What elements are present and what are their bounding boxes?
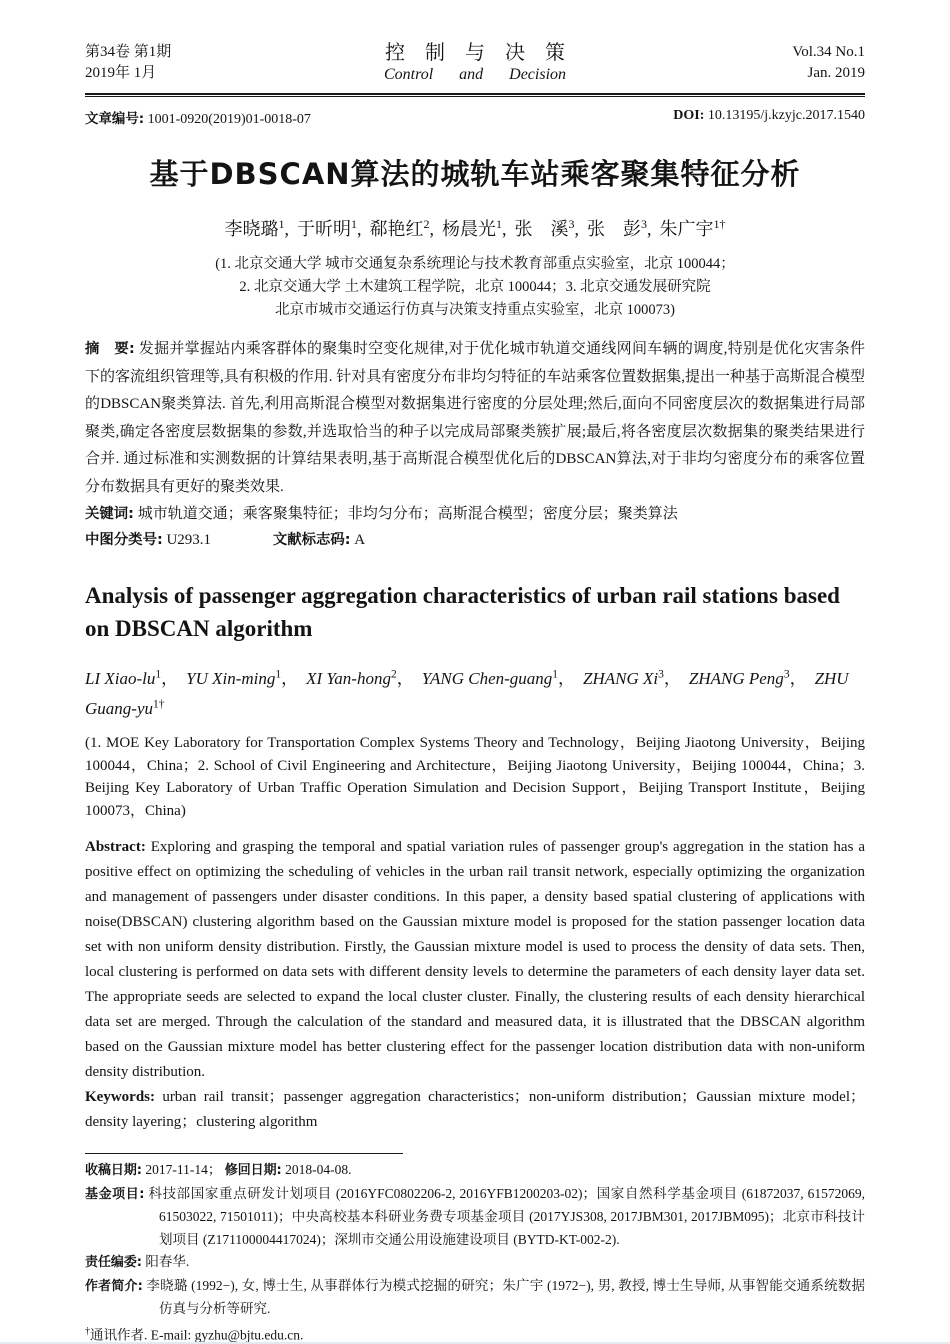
author-en: ZHANG Xi$^3$， <box>583 668 681 688</box>
author-affil-sup: 1 <box>275 668 282 680</box>
author-en: YANG Chen-guang$^1$， <box>421 668 576 688</box>
abstract-cn <box>85 336 865 501</box>
author-cn: 郗艳红$^2$, <box>369 217 434 239</box>
doc-code-value: A <box>354 532 366 548</box>
doi-value: 10.13195/j.kzyjc.2017.1540 <box>707 108 865 123</box>
journal-header <box>85 42 865 86</box>
author-affil-sup: 2 <box>423 217 430 231</box>
affiliations-cn <box>85 253 865 322</box>
doc-code-label: 文献标志码: <box>272 532 351 548</box>
header-issue-cn <box>85 42 305 84</box>
author-affil-sup: 3 <box>568 217 575 231</box>
article-number-label: 文章编号: <box>85 112 145 127</box>
dagger-mark: † <box>85 1325 90 1337</box>
keywords-en-label: Keywords: <box>85 1089 155 1106</box>
footnote-rule <box>85 1153 403 1154</box>
header-double-rule <box>85 93 865 97</box>
header-issue-en <box>645 42 865 84</box>
author-affil-sup: 1† <box>713 217 726 231</box>
author-cn: 李晓璐$^1$, <box>224 217 289 239</box>
doi-label: DOI: <box>673 108 705 123</box>
issue-volume-cn: 第34卷 第1期 <box>85 44 172 60</box>
clc-value: U293.1 <box>166 532 212 548</box>
article-number-value: 1001-0920(2019)01-0018-07 <box>147 112 311 127</box>
author-en: YU Xin-ming$^1$， <box>186 668 299 688</box>
revised-label: 修回日期: <box>224 1163 282 1179</box>
received-label: 收稿日期: <box>85 1163 142 1179</box>
journal-title-en: Control and Decision <box>383 66 567 83</box>
abstract-cn-text: 发掘并掌握站内乘客群体的聚集时空变化规律,对于优化城市轨道交通线网间车辆的调度,特别是优化灾害条件下的客流组织管理等,具有积极的作用. 针对具有密度分布非均匀特征的车站乘客位置数据集,提出一种基于高斯混合模型的DBSCAN聚类算法. 首先,利用高斯混合模型对数据集进行密度的分层处理;然后,面向不同密度层次的数据集进行局部聚类,确定各密度层数据集的参数,并选取恰当的种子以完成局部聚类簇扩展;最后,将各密度层次数据集的聚类结果进行合并. 通过标准和实测数据的计算结果表明,基于高斯混合模型优化后的DBSCAN算法,对于非均匀密度分布的乘客位置分布数据具有更好的聚类效果. <box>85 341 866 495</box>
affiliations-en: (1. MOE Key Laboratory for Transportation Complex Systems Theory and Technology，Beijing Jiaotong University，Beijing 100044，China；2. School of Civil Engineering and Architecture，Beijing Jiaotong University，Beijing 100044，China；3. Beijing Key Laboratory of Urban Traffic Operation Simulation and Decision Support，Beijing Transport Institute，Beijing 100073，China) <box>85 735 865 819</box>
author-affil-sup: 3 <box>783 668 790 680</box>
keywords-cn-label: 关键词: <box>85 506 134 522</box>
author-affil-sup: 1† <box>152 698 165 711</box>
author-affil-sup: 1 <box>278 217 285 231</box>
author-affil-sup: 3 <box>658 668 664 680</box>
footnote-block <box>85 1153 865 1344</box>
issue-date-en: Jan. 2019 <box>807 65 865 81</box>
author-cn: 张 彭$^3$, <box>587 217 652 239</box>
author-cn: 杨晨光$^1$, <box>442 217 507 239</box>
paper-title-en: Analysis of passenger aggregation characteristics of urban rail stations based on DBSCAN algorithm <box>85 583 840 641</box>
author-affil-sup: 2 <box>390 668 397 680</box>
footnote-dates <box>85 1159 865 1183</box>
author-en: ZHU Guang-$yu^{1\dagger}$ <box>85 668 849 719</box>
author-affil-sup: 1 <box>496 217 502 231</box>
keywords-en <box>85 1085 865 1135</box>
authors-cn <box>85 215 865 241</box>
article-number <box>85 108 311 128</box>
journal-name-block <box>305 42 645 86</box>
footnote-fund <box>85 1183 865 1252</box>
article-id-row <box>85 108 865 128</box>
keywords-cn <box>85 501 865 527</box>
fund-text: 科技部国家重点研发计划项目 (2016YFC0802206-2, 2016YFB1200203-02)；国家自然科学基金项目 (61872037, 61572069, 61503022, 71501011)；中央高校基本科研业务费专项基金项目 (2017YJS308, 2017JBM301, 2017JBM095)；北京市科技计划项目 (Z171100004417024)；深圳市交通公用设施建设项目 (BYTD-KT-002-2). <box>148 1185 865 1247</box>
authors-en <box>85 661 865 722</box>
corresponding-text: 通讯作者. E-mail: gyzhu@bjtu.edu.cn. <box>90 1327 304 1343</box>
affiliation-cn-line: 2. 北京交通大学 土木建筑工程学院，北京 100044；3. 北京交通发展研究院 <box>239 279 711 295</box>
bio-label: 作者简介: <box>85 1278 143 1294</box>
author-affil-sup: 1 <box>155 668 162 680</box>
author-en: XI Yan-hong$^2$， <box>306 668 414 688</box>
author-affil-sup: 3 <box>641 217 647 231</box>
editor-label: 责任编委: <box>85 1255 142 1271</box>
editor-value: 阳春华. <box>145 1254 190 1270</box>
author-cn: 于昕明$^1$, <box>297 217 362 239</box>
abstract-cn-label: 摘 要: <box>85 341 135 357</box>
paper-title-cn: 基于DBSCAN算法的城轨车站乘客聚集特征分析 <box>149 157 801 191</box>
doi <box>673 108 865 128</box>
fund-label: 基金项目: <box>85 1186 145 1202</box>
author-affil-sup: 1 <box>351 217 357 231</box>
issue-date-cn: 2019年 1月 <box>85 65 157 81</box>
received-value: 2017-11-14； <box>145 1162 222 1178</box>
keywords-en-text: urban rail transit；passenger aggregation characteristics；non-uniform distribution；Gaussian mixture model；density layering；clustering algorithm <box>85 1089 865 1131</box>
abstract-en-text: Exploring and grasping the temporal and spatial variation rules of passenger group's aggregation in the station has a positive effect on optimizing the scheduling of vehicles in the urban rail transit network, especially optimizing the organization and management of passengers under disaster conditions. In this paper, a density based spatial clustering of applications with noise(DBSCAN) clustering algorithm based on the Gaussian mixture model is proposed for the station passenger location data set with non uniform density distribution. Firstly, the Gaussian mixture model is used to process the density of data sets. Then, local clustering is performed on data sets with different density levels to determine the parameters of each density layer data set. The appropriate seeds are selected to expand the local cluster cluster. Finally, the clustering results of each density hierarchical data set are merged. Through the calculation of the standard and measured data, it is illustrated that the DBSCAN algorithm based on the Gaussian mixture model has better clustering effect for the passenger location distribution data with non-uniform density distribution. <box>85 839 865 1081</box>
footnote-bio <box>85 1275 865 1321</box>
revised-value: 2018-04-08. <box>285 1162 352 1178</box>
author-cn: 朱广宇$^{1\dagger}$ <box>659 217 726 239</box>
abstract-en-label: Abstract: <box>85 839 146 856</box>
footnote-editor <box>85 1251 865 1275</box>
affiliation-cn-line: 北京市城市交通运行仿真与决策支持重点实验室，北京 100073) <box>275 302 675 318</box>
author-affil-sup: 1 <box>552 668 559 680</box>
clc-label: 中图分类号: <box>85 532 163 548</box>
journal-title-cn: 控制与决策 <box>385 42 585 64</box>
author-cn: 张 溪$^3$, <box>514 217 579 239</box>
abstract-en <box>85 835 865 1085</box>
author-en: LI Xiao-$lu^1$， <box>85 668 179 688</box>
bio-text: 李晓璐 (1992−), 女, 博士生, 从事群体行为模式挖掘的研究；朱广宇 (1972−), 男, 教授, 博士生导师, 从事智能交通系统数据仿真与分析等研究. <box>146 1277 865 1317</box>
clc-row <box>85 527 865 553</box>
affiliation-cn-line: (1. 北京交通大学 城市交通复杂系统理论与技术教育部重点实验室，北京 100044； <box>215 256 735 272</box>
keywords-cn-text: 城市轨道交通；乘客聚集特征；非均匀分布；高斯混合模型；密度分层；聚类算法 <box>137 506 678 522</box>
issue-volume-en: Vol.34 No.1 <box>792 44 865 60</box>
footnote-corresponding <box>85 1321 865 1344</box>
author-en: ZHANG Peng$^3$， <box>688 668 807 688</box>
